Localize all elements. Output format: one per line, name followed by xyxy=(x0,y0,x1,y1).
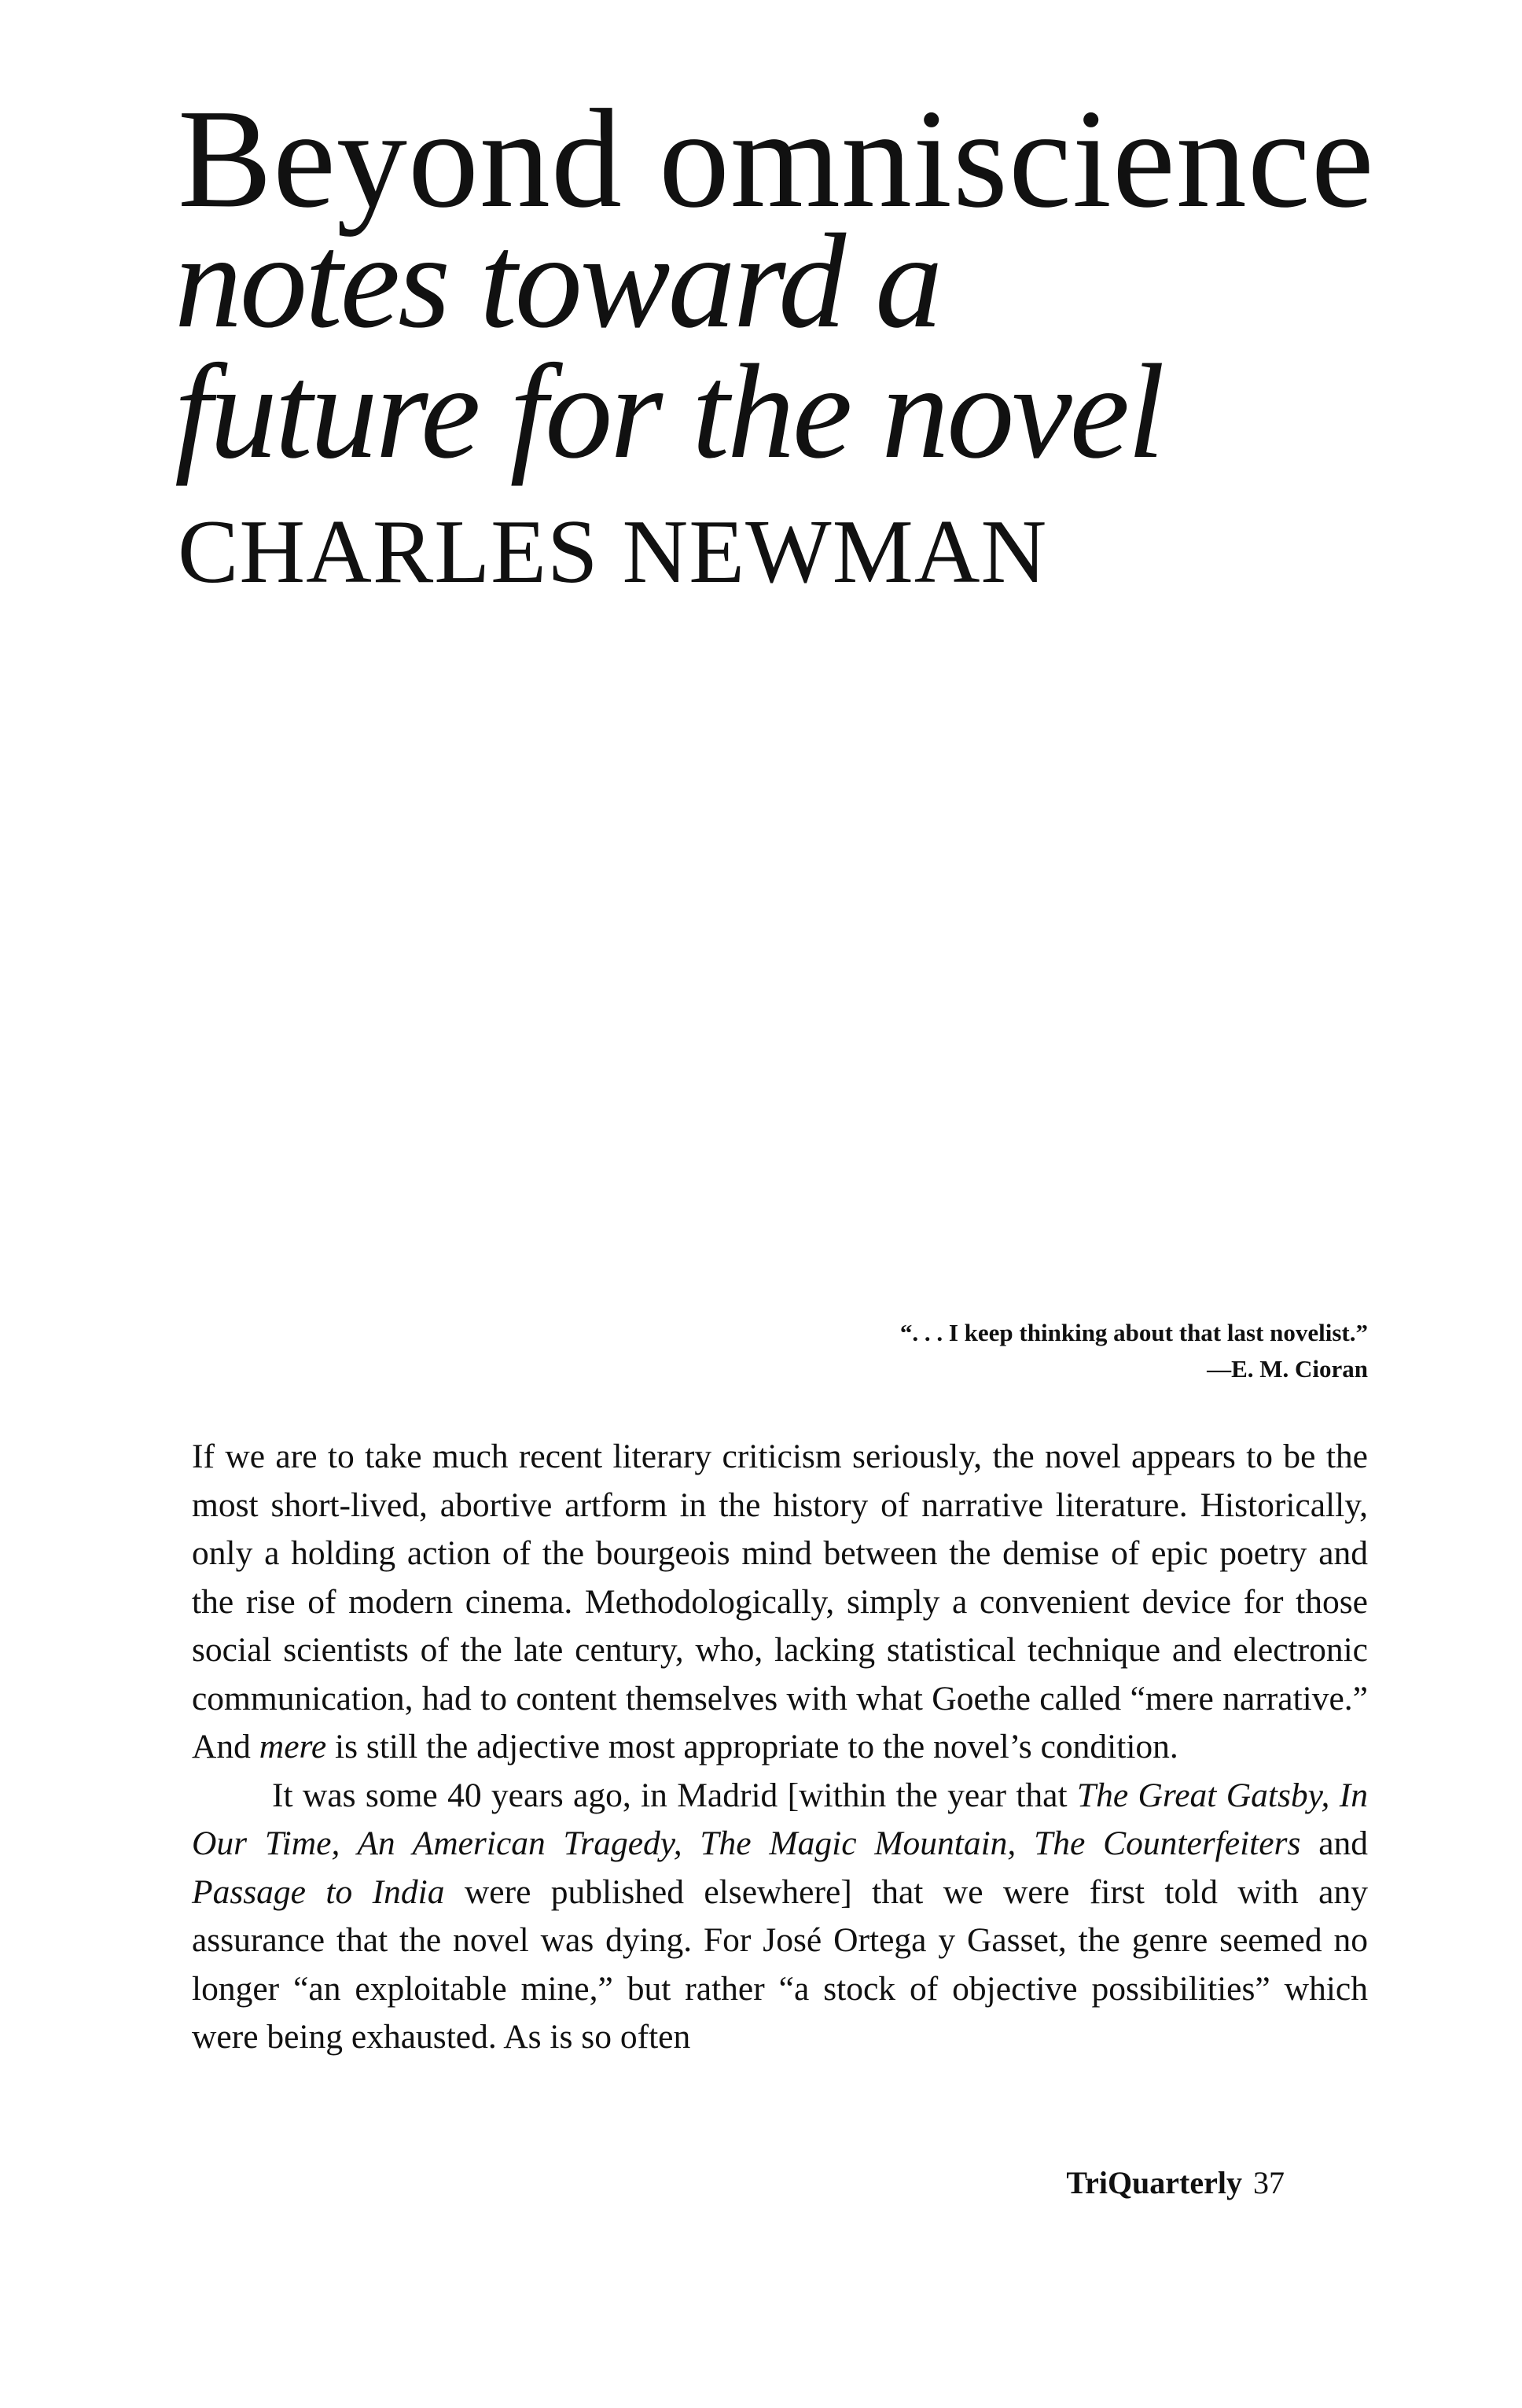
paragraph-2-text-b: and xyxy=(1300,1824,1369,1862)
article-title: Beyond omniscience xyxy=(178,80,1375,237)
paragraph-2-text-a: It was some 40 years ago, in Madrid [within the year that xyxy=(272,1776,1077,1814)
paragraph-1-text: If we are to take much recent literary criticism seriously, the novel appears to be the most short-lived, abortive artform in the history of narrative literature. Historically, only a holding action of the bourgeois mind between the demise of epic poetry and the rise of modern cinema. Methodologically, simply a convenient device for those social scientists of the late century, who, lacking statistical technique and electronic communication, had to content themselves with what Goethe called “mere narrative.” And xyxy=(192,1438,1368,1765)
paragraph-2-title-passage: Passage to India xyxy=(192,1872,445,1911)
article-subtitle-line-2: future for the novel xyxy=(175,337,1163,487)
paragraph-2-titles: The Great Gatsby, In Our Time, An American Tragedy, The Magic Mountain, The Counterfeiters xyxy=(192,1776,1368,1862)
epigraph xyxy=(900,1315,1368,1387)
body-text xyxy=(192,1433,1368,2062)
epigraph-quote: “. . . I keep thinking about that last novelist.” xyxy=(899,1319,1368,1346)
body-paragraph-1 xyxy=(192,1433,1368,1772)
paragraph-2-text-c: were published elsewhere] that we were first told with any assurance that the novel was dying. For José Ortega y Gasset, the genre seemed no longer “an exploitable mine,” but rather “a stock of objective possibilities” which were being exhausted. As is so often xyxy=(192,1872,1368,2056)
page-footer xyxy=(1066,2167,1285,2199)
article-subtitle-line-1: notes toward a xyxy=(175,207,941,356)
body-paragraph-2 xyxy=(192,1772,1368,2062)
epigraph-attribution: —E. M. Cioran xyxy=(1207,1355,1368,1383)
paragraph-1-ending: is still the adjective most appropriate to the novel’s condition. xyxy=(326,1728,1178,1765)
article-author: CHARLES NEWMAN xyxy=(178,502,1048,602)
journal-name: TriQuarterly xyxy=(1066,2165,1242,2200)
page-number: 37 xyxy=(1253,2165,1285,2200)
paragraph-1-emphasis: mere xyxy=(259,1728,327,1765)
